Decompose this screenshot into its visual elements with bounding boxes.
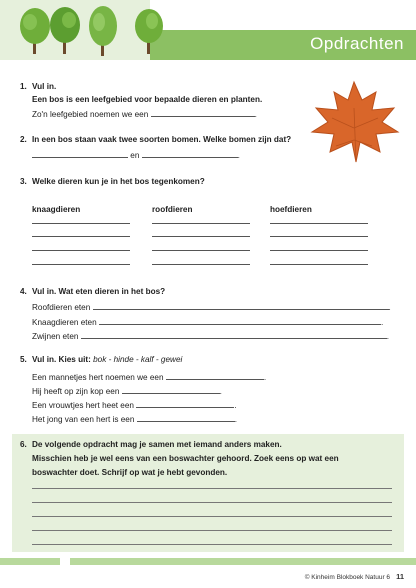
answer-line[interactable] <box>32 250 130 251</box>
question-1-answer-row <box>32 107 257 120</box>
question-number: 4. <box>20 287 27 296</box>
answer-prompt: Zo'n leefgebied noemen we een <box>32 110 149 119</box>
page-title: Opdrachten <box>310 34 404 53</box>
answer-line[interactable] <box>152 223 250 224</box>
question-number: 6. <box>20 440 27 449</box>
tree-icon <box>132 4 166 56</box>
answer-line[interactable] <box>32 502 392 503</box>
answer-line[interactable] <box>32 488 392 489</box>
connector-text: en <box>130 151 140 160</box>
maple-leaf-icon <box>306 78 402 166</box>
question-5-row: Hij heeft op zijn kop een . <box>32 384 222 397</box>
answer-blank[interactable] <box>99 315 381 325</box>
answer-line[interactable] <box>152 236 250 237</box>
question-2-answer-row <box>32 148 240 161</box>
question-4 <box>20 286 165 298</box>
answer-blank[interactable] <box>122 384 220 394</box>
row-label: Roofdieren eten <box>32 303 91 312</box>
question-text: boswachter doet. Schrijf op wat je hebt gevonden. <box>32 468 228 477</box>
answer-blank[interactable] <box>166 370 264 380</box>
answer-blank[interactable] <box>136 398 234 408</box>
answer-blank[interactable] <box>81 329 387 339</box>
page-number: 11 <box>396 572 404 581</box>
column-header-hoefdieren: hoefdieren <box>270 205 312 214</box>
row-label: Het jong van een hert is een <box>32 415 135 424</box>
row-label: Zwijnen eten <box>32 332 79 341</box>
question-5-row: Het jong van een hert is een . <box>32 412 237 425</box>
question-5-row: Een mannetjes hert noemen we een . <box>32 370 266 383</box>
question-4-row: Roofdieren eten . <box>32 300 391 313</box>
period: . <box>237 151 240 160</box>
answer-line[interactable] <box>270 250 368 251</box>
tree-icon <box>86 4 120 58</box>
question-number: 3. <box>20 177 27 186</box>
row-label: Een mannetjes hert noemen we een <box>32 373 164 382</box>
answer-blank[interactable] <box>137 412 235 422</box>
footer <box>305 572 404 581</box>
answer-blank[interactable] <box>151 107 255 117</box>
answer-line[interactable] <box>32 264 130 265</box>
answer-line[interactable] <box>270 223 368 224</box>
page-header <box>0 0 416 60</box>
question-number: 2. <box>20 135 27 144</box>
word-choices: bok - hinde - kalf - gewei <box>93 355 183 364</box>
answer-line[interactable] <box>32 223 130 224</box>
answer-line[interactable] <box>152 264 250 265</box>
answer-line[interactable] <box>270 236 368 237</box>
question-title: Welke dieren kun je in het bos tegenkomen? <box>32 177 205 186</box>
copyright-text: © Kinheim Blokboek Natuur 6 <box>304 574 391 581</box>
answer-blank[interactable] <box>93 300 389 310</box>
footer-bar <box>0 558 60 565</box>
column-header-knaagdieren: knaagdieren <box>32 205 81 214</box>
question-title: Vul in. <box>32 82 57 91</box>
question-2 <box>20 134 291 146</box>
question-4-row: Knaagdieren eten . <box>32 315 383 328</box>
question-6 <box>20 438 400 480</box>
answer-line[interactable] <box>152 250 250 251</box>
question-4-row: Zwijnen eten . <box>32 329 389 342</box>
question-text: De volgende opdracht mag je samen met iemand anders maken. <box>32 440 282 449</box>
tree-icon <box>18 4 52 56</box>
period: . <box>254 110 257 119</box>
row-label: Hij heeft op zijn kop een <box>32 387 120 396</box>
answer-line[interactable] <box>32 530 392 531</box>
footer-bar <box>70 558 416 565</box>
answer-line[interactable] <box>270 264 368 265</box>
question-title: Vul in. Wat eten dieren in het bos? <box>32 287 166 296</box>
question-5 <box>20 354 182 366</box>
tree-icon <box>48 4 82 56</box>
answer-line[interactable] <box>32 516 392 517</box>
answer-blank[interactable] <box>32 148 128 158</box>
question-number: 5. <box>20 355 27 364</box>
question-3 <box>20 176 205 188</box>
answer-blank[interactable] <box>142 148 238 158</box>
row-label: Een vrouwtjes hert heet een <box>32 401 134 410</box>
column-header-roofdieren: roofdieren <box>152 205 193 214</box>
question-title: In een bos staan vaak twee soorten bomen. Welke bomen zijn dat? <box>32 135 292 144</box>
question-number: 1. <box>20 82 27 91</box>
answer-line[interactable] <box>32 544 392 545</box>
question-1-statement: Een bos is een leefgebied voor bepaalde dieren en planten. <box>32 95 263 104</box>
question-title: Vul in. Kies uit: <box>32 355 91 364</box>
row-label: Knaagdieren eten <box>32 318 97 327</box>
question-1 <box>20 81 56 93</box>
question-text: Misschien heb je wel eens van een boswachter gehoord. Zoek eens op wat een <box>32 454 339 463</box>
question-5-row: Een vrouwtjes hert heet een . <box>32 398 237 411</box>
answer-line[interactable] <box>32 236 130 237</box>
